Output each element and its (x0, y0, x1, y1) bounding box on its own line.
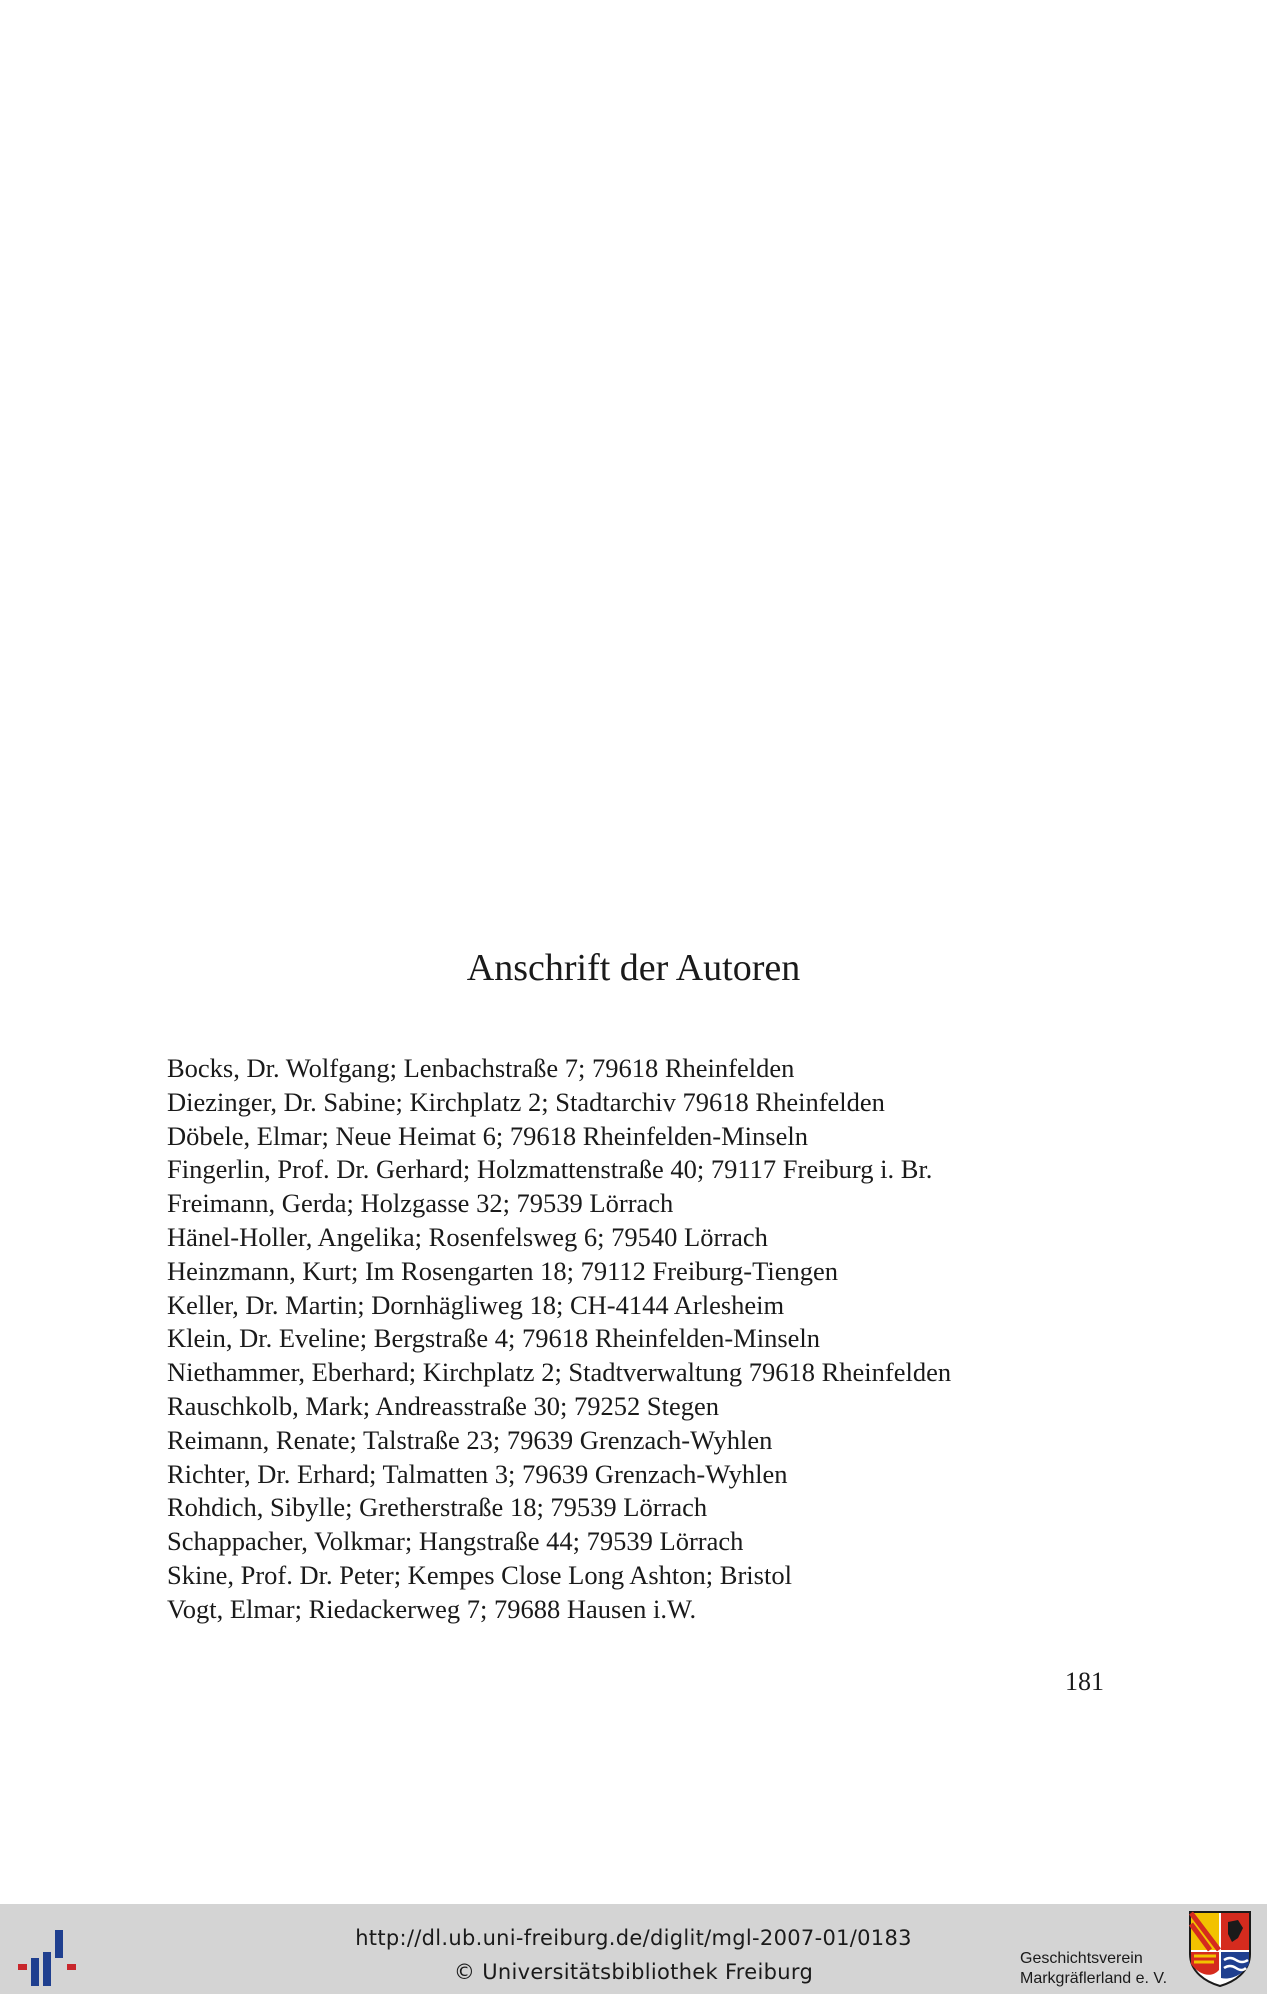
list-item: Schappacher, Volkmar; Hangstraße 44; 79539 Lörrach (167, 1526, 744, 1557)
author-list (167, 1052, 1127, 1627)
list-item: Keller, Dr. Martin; Dornhägliweg 18; CH-4144 Arlesheim (167, 1289, 785, 1320)
page-title: Anschrift der Autoren (466, 947, 801, 989)
list-item: Reimann, Renate; Talstraße 23; 79639 Grenzach-Wyhlen (167, 1424, 773, 1455)
list-item: Diezinger, Dr. Sabine; Kirchplatz 2; Stadtarchiv 79618 Rheinfelden (167, 1086, 885, 1117)
copyright-notice: © Universitätsbibliothek Freiburg (453, 1960, 814, 1984)
coat-of-arms-icon[interactable] (1188, 1910, 1252, 1988)
list-item: Niethammer, Eberhard; Kirchplatz 2; Stadtverwaltung 79618 Rheinfelden (167, 1357, 952, 1388)
list-item: Richter, Dr. Erhard; Talmatten 3; 79639 Grenzach-Wyhlen (167, 1458, 788, 1489)
society-name (1020, 1949, 1190, 1989)
list-item: Skine, Prof. Dr. Peter; Kempes Close Long Ashton; Bristol (167, 1559, 792, 1590)
society-name-line1: Geschichtsverein (1020, 1950, 1143, 1967)
footer-bar (0, 1904, 1267, 1994)
list-item: Döbele, Elmar; Neue Heimat 6; 79618 Rheinfelden-Minseln (167, 1120, 808, 1151)
page-number: 181 (1065, 1667, 1104, 1696)
list-item: Rohdich, Sibylle; Gretherstraße 18; 79539 Lörrach (167, 1492, 708, 1523)
list-item: Rauschkolb, Mark; Andreasstraße 30; 79252 Stegen (167, 1390, 719, 1421)
list-item: Hänel-Holler, Angelika; Rosenfelsweg 6; 79540 Lörrach (167, 1221, 768, 1252)
list-item: Heinzmann, Kurt; Im Rosengarten 18; 79112 Freiburg-Tiengen (167, 1255, 838, 1286)
list-item: Bocks, Dr. Wolfgang; Lenbachstraße 7; 79618 Rheinfelden (167, 1053, 795, 1083)
list-item: Vogt, Elmar; Riedackerweg 7; 79688 Hausen i.W. (167, 1593, 697, 1624)
permalink-url[interactable]: http://dl.ub.uni-freiburg.de/diglit/mgl-2007-01/0183 (355, 1926, 912, 1950)
list-item: Fingerlin, Prof. Dr. Gerhard; Holzmattenstraße 40; 79117 Freiburg i. Br. (167, 1154, 933, 1185)
list-item: Klein, Dr. Eveline; Bergstraße 4; 79618 Rheinfelden-Minseln (167, 1323, 821, 1354)
society-name-line2: Markgräflerland e. V. (1020, 1970, 1168, 1987)
list-item: Freimann, Gerda; Holzgasse 32; 79539 Lörrach (167, 1188, 674, 1219)
